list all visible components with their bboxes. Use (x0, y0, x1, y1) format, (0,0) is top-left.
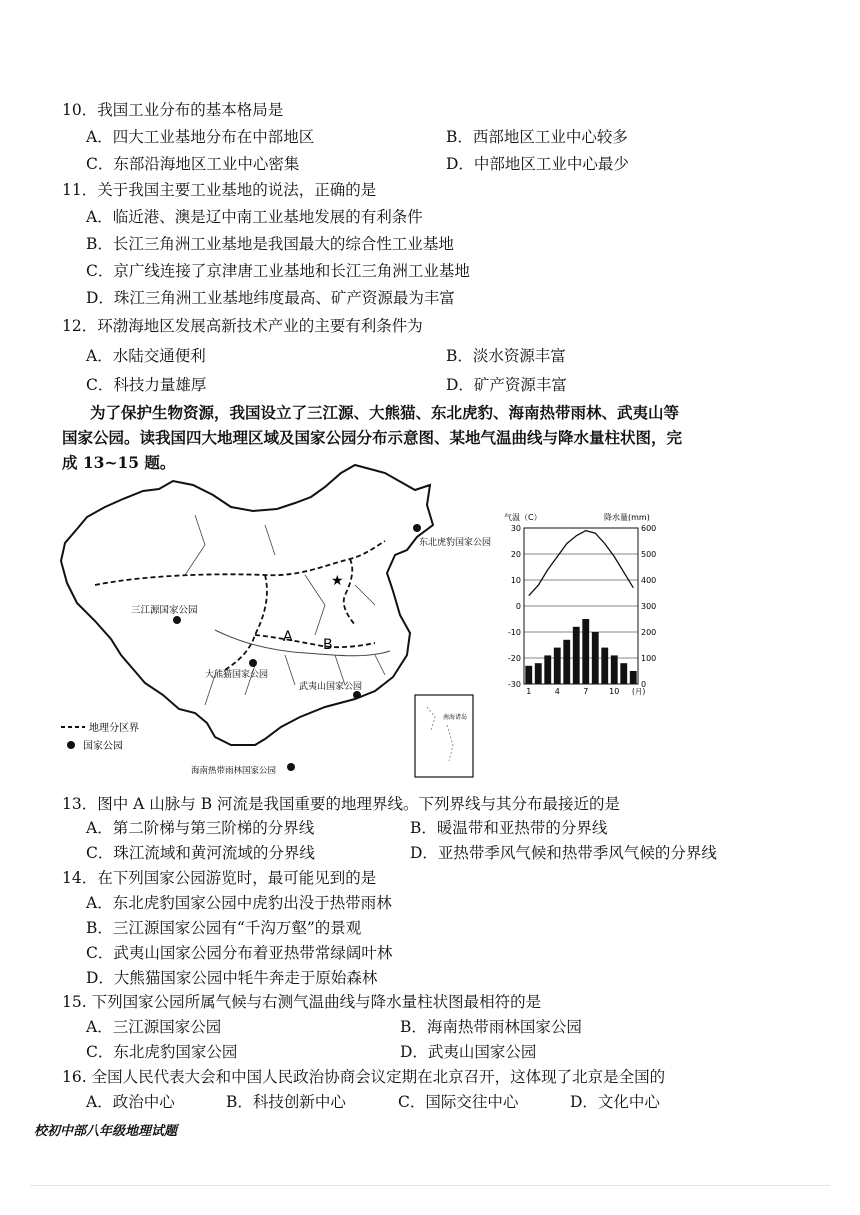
question-12-option-b: B．淡水资源丰富 (446, 347, 566, 365)
precip-bar (525, 666, 532, 684)
question-15-stem: 15. 下列国家公园所属气候与右测气温曲线与降水量柱状图最相符的是 (62, 993, 542, 1011)
intro-line-1: 为了保护生物资源，我国设立了三江源、大熊猫、东北虎豹、海南热带雨林、武夷山等 (90, 403, 680, 422)
label-a: A (283, 629, 293, 645)
precip-axis-label: 降水量(mm) (604, 513, 650, 522)
question-14-option-b: B．三江源国家公园有“千沟万壑”的景观 (86, 919, 362, 937)
precip-bar (563, 640, 570, 684)
precip-bar (601, 648, 608, 684)
precip-tick-label: 100 (641, 654, 657, 663)
region-boundary-west (225, 575, 267, 670)
south-china-sea-inset (415, 695, 473, 777)
bottom-divider (30, 1185, 830, 1186)
legend-park-label: 国家公园 (83, 741, 123, 752)
precip-bar (535, 663, 542, 684)
precip-tick-label: 200 (641, 628, 657, 637)
question-15-option-d: D．武夷山国家公园 (400, 1043, 537, 1061)
climate-chart (500, 508, 660, 700)
park-panda-label: 大熊猫国家公园 (205, 670, 269, 680)
question-13-option-b: B．暖温带和亚热带的分界线 (410, 819, 608, 837)
temp-tick-label: -20 (507, 654, 521, 663)
park-hainan-marker (287, 763, 295, 771)
question-14-option-d: D．大熊猫国家公园中牦牛奔走于原始森林 (86, 969, 378, 987)
question-12-option-c: C．科技力量雄厚 (86, 376, 207, 394)
temp-tick-label: -10 (507, 628, 521, 637)
precip-tick-label: 400 (641, 576, 657, 585)
region-boundary-east (344, 559, 355, 625)
temp-tick-label: 20 (510, 550, 521, 559)
china-map-figure (55, 455, 495, 785)
month-tick-label: 4 (554, 687, 560, 696)
question-12-option-a: A．水陆交通便利 (86, 347, 206, 365)
question-14-option-c: C．武夷山国家公园分布着亚热带常绿阔叶林 (86, 944, 393, 962)
month-tick-label: 7 (583, 687, 589, 696)
temp-tick-label: -30 (507, 680, 521, 689)
temperature-line (529, 531, 634, 596)
inset-label: 南海诸岛 (443, 714, 468, 721)
park-panda-marker (249, 659, 257, 667)
question-15-option-c: C．东北虎豹国家公园 (86, 1043, 238, 1061)
question-12-option-d: D．矿产资源丰富 (446, 376, 567, 394)
question-11-option-b: B．长江三角洲工业基地是我国最大的综合性工业基地 (86, 235, 454, 253)
question-11-stem: 11．关于我国主要工业基地的说法，正确的是 (62, 181, 377, 199)
question-16-option-a: A．政治中心 (86, 1093, 175, 1111)
page-footer: 校初中部八年级地理试题 (34, 1124, 178, 1139)
precip-bar (573, 627, 580, 684)
precip-tick-label: 500 (641, 550, 657, 559)
precip-tick-label: 600 (641, 524, 657, 533)
legend-boundary-label: 地理分区界 (89, 723, 139, 734)
question-12-stem: 12．环渤海地区发展高新技术产业的主要有利条件为 (62, 317, 423, 335)
intro-line-2: 国家公园。读我国四大地理区域及国家公园分布示意图、某地气温曲线与降水量柱状图，完 (62, 428, 683, 447)
question-14-stem: 14．在下列国家公园游览时，最可能见到的是 (62, 869, 377, 887)
question-15-option-b: B．海南热带雨林国家公园 (400, 1018, 582, 1036)
park-wuyi-marker (353, 691, 361, 699)
question-10-option-d: D．中部地区工业中心最少 (446, 155, 629, 173)
park-sanjiangyuan-label: 三江源国家公园 (131, 605, 198, 616)
question-14-option-a: A．东北虎豹国家公园中虎豹出没于热带雨林 (86, 894, 392, 912)
precip-bar (620, 663, 627, 684)
month-unit-label: (月) (632, 687, 646, 696)
question-13-option-d: D．亚热带季风气候和热带季风气候的分界线 (410, 844, 717, 862)
question-10-stem: 10．我国工业分布的基本格局是 (62, 101, 284, 119)
question-11-option-d: D．珠江三角洲工业基地纬度最高、矿产资源最为丰富 (86, 289, 455, 307)
question-16-option-c: C．国际交往中心 (398, 1093, 519, 1111)
precip-bar (544, 655, 551, 684)
question-15-option-a: A．三江源国家公园 (86, 1018, 222, 1036)
question-13-stem: 13．图中 A 山脉与 B 河流是我国重要的地理界线。下列界线与其分布最接近的是 (62, 795, 621, 813)
temp-axis-label: 气温（C） (504, 513, 542, 522)
month-tick-label: 1 (526, 687, 532, 696)
question-10-option-c: C．东部沿海地区工业中心密集 (86, 155, 300, 173)
park-wuyi-label: 武夷山国家公园 (299, 682, 363, 692)
park-northeast-marker (413, 524, 421, 532)
temp-tick-label: 10 (510, 576, 521, 585)
region-boundary-qinling (255, 635, 375, 647)
capital-star-icon: ★ (331, 573, 344, 589)
question-11-option-c: C．京广线连接了京津唐工业基地和长江三角洲工业基地 (86, 262, 470, 280)
question-10-option-b: B．西部地区工业中心较多 (446, 128, 628, 146)
china-outline (61, 465, 433, 745)
park-northeast-label: 东北虎豹国家公园 (419, 538, 492, 548)
precip-bar (592, 632, 599, 684)
intro-line-3: 成 13~15 题。 (62, 453, 176, 472)
park-hainan-label: 海南热带雨林国家公园 (191, 766, 277, 776)
question-13-option-c: C．珠江流域和黄河流域的分界线 (86, 844, 315, 862)
precip-tick-label: 0 (641, 680, 647, 689)
precip-bar (582, 619, 589, 684)
question-16-option-d: D．文化中心 (570, 1093, 660, 1111)
month-tick-label: 10 (609, 687, 620, 696)
question-10-option-a: A．四大工业基地分布在中部地区 (86, 128, 315, 146)
question-16-option-b: B．科技创新中心 (226, 1093, 346, 1111)
precip-tick-label: 300 (641, 602, 657, 611)
precip-bar (630, 671, 637, 684)
precip-bar (611, 655, 618, 684)
question-16-stem: 16. 全国人民代表大会和中国人民政治协商会议定期在北京召开，这体现了北京是全国的 (62, 1068, 666, 1086)
label-b: B (323, 637, 333, 653)
question-13-option-a: A．第二阶梯与第三阶梯的分界线 (86, 819, 315, 837)
precip-bar (554, 648, 561, 684)
temp-tick-label: 30 (510, 524, 521, 533)
temp-tick-label: 0 (515, 602, 521, 611)
legend-park-swatch (67, 741, 75, 749)
question-11-option-a: A．临近港、澳是辽中南工业基地发展的有利条件 (86, 208, 423, 226)
park-sanjiangyuan-marker (173, 616, 181, 624)
